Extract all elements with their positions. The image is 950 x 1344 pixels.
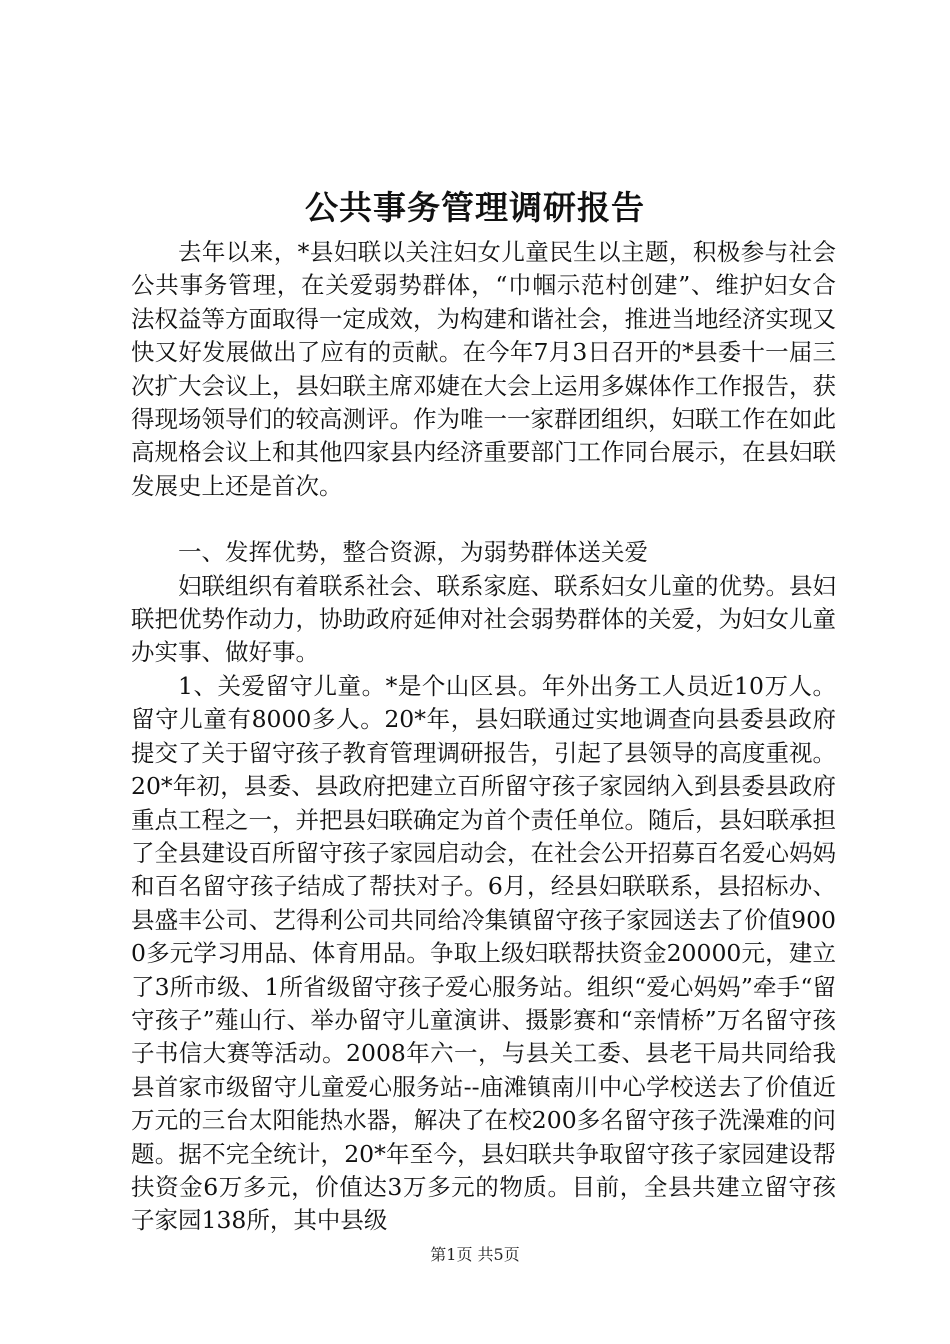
document-title: 公共事务管理调研报告 (305, 188, 645, 227)
section-heading: 一、发挥优势，整合资源，为弱势群体送关爱 (178, 538, 648, 567)
page-footer: 第1页 共5页 (430, 1245, 520, 1264)
intro-paragraph: 去年以来，*县妇联以关注妇女儿童民生以主题，积极参与社会公共事务管理，在关爱弱势群体，“巾帼示范村创建”、维护妇女合法权益等方面取得一定成效，为构建和谐社会，推进当地经济实现又快又好发展做出了应有的贡献。在今年7月3日召开的*县委十一届三次扩大会议上，县妇联主席邓婕在大会上运用多媒体作工作报告，获得现场领导们的较高测评。作为唯一一家群团组织，妇联工作在如此高规格会议上和其他四家县内经济重要部门工作同台展示，在县妇联发展史上还是首次。 (131, 238, 836, 500)
section-paragraph: 1、关爱留守儿童。*是个山区县。年外出务工人员近10万人。留守儿童有8000多人。20*年，县妇联通过实地调查向县委县政府提交了关于留守孩子教育管理调研报告，引起了县领导的高度重视。20*年初，县委、县政府把建立百所留守孩子家园纳入到县委县政府重点工程之一，并把县妇联确定为首个责任单位。随后，县妇联承担了全县建设百所留守孩子家园启动会，在社会公开招募百名爱心妈妈和百名留守孩子结成了帮扶对子。6月，经县妇联联系，县招标办、县盛丰公司、艺得利公司共同给冷集镇留守孩子家园送去了价值9000多元学习用品、体育用品。争取上级妇联帮扶资金20000元，建立了3所市级、1所省级留守孩子爱心服务站。组织“爱心妈妈”牵手“留守孩子”薤山行、举办留守儿童演讲、摄影赛和“亲情桥”万名留守孩子书信大赛等活动。2008年六一，与县关工委、县老干局共同给我县首家市级留守儿童爱心服务站--庙滩镇南川中心学校送去了价值近万元的三台太阳能热水器，解决了在校200多名留守孩子洗澡难的问题。据不完全统计，20*年至今，县妇联共争取留守孩子家园建设帮扶资金6万多元，价值达3万多元的物质。目前，全县共建立留守孩子家园138所，其中县级 (131, 671, 836, 1235)
document-body (131, 236, 836, 1238)
section-paragraph: 妇联组织有着联系社会、联系家庭、联系妇女儿童的优势。县妇联把优势作动力，协助政府延伸对社会弱势群体的关爱，为妇女儿童办实事、做好事。 (131, 571, 836, 667)
